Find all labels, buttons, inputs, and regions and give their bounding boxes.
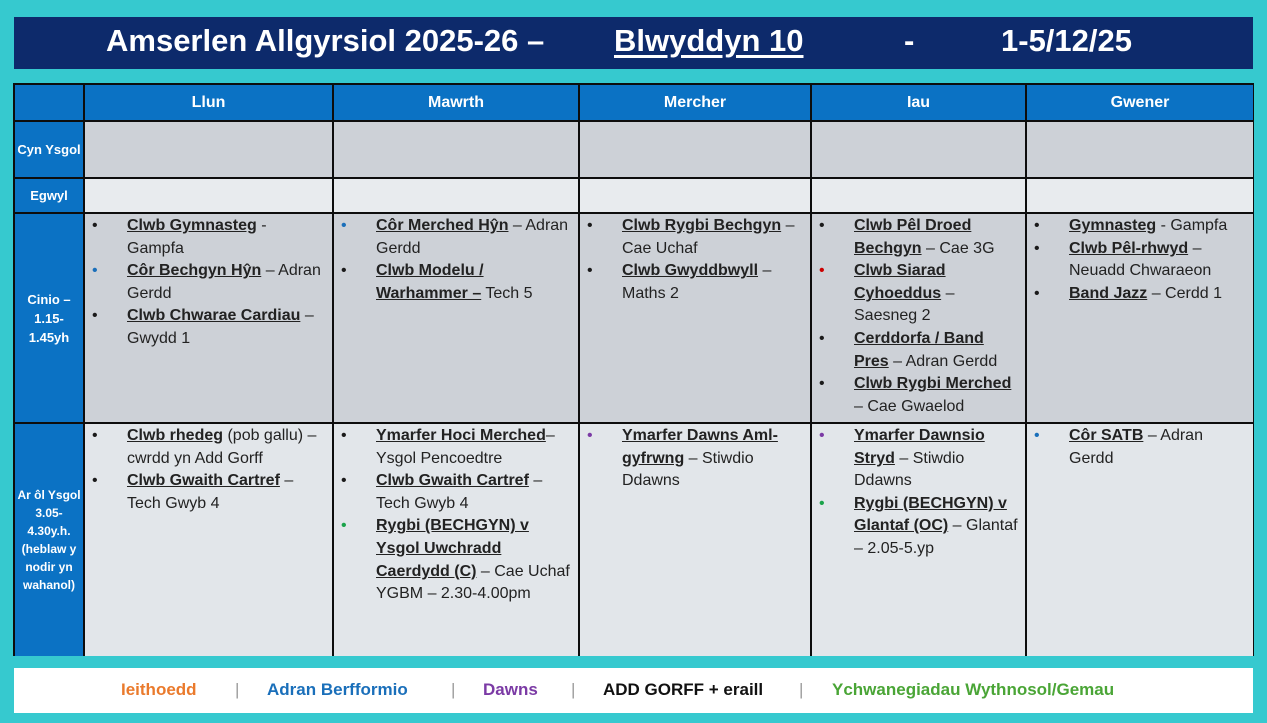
legend-dawns: Dawns xyxy=(483,680,538,699)
cell-cinio-iau xyxy=(812,214,1025,422)
list-item: • Côr Merched Hŷn – Adran Gerdd xyxy=(341,217,569,257)
legend-perfformio: Adran Berfformio xyxy=(267,680,408,699)
cell-cyn-mercher xyxy=(580,122,810,177)
cell-after-mercher xyxy=(580,424,810,656)
day-header-iau: Iau xyxy=(812,85,1025,120)
title-bar xyxy=(14,17,1253,69)
cell-cinio-llun xyxy=(85,214,332,422)
list-item: • Clwb Chwarae Cardiau – Gwydd 1 xyxy=(92,307,314,347)
cell-after-gwener xyxy=(1027,424,1253,656)
row-label-ar-ol-ysgol: Ar ôl Ysgol 3.05-4.30y.h. (heblaw y nodir yn wahanol) xyxy=(15,424,83,656)
cell-cyn-gwener xyxy=(1027,122,1253,177)
legend-ychwanegiadau: Ychwanegiadau Wythnosol/Gemau xyxy=(832,680,1115,699)
list-item: • Rygbi (BECHGYN) v Ysgol Uwchradd Caerdydd (C) – Cae Uchaf YGBM – 2.30-4.00pm xyxy=(341,517,570,603)
legend-addgorff: ADD GORFF + eraill xyxy=(603,680,764,699)
list-item: • Ymarfer Dawns Aml-gyfrwng – Stiwdio Ddawns xyxy=(587,427,778,490)
cell-cinio-mercher xyxy=(580,214,810,422)
row-label-cyn-ysgol: Cyn Ysgol xyxy=(15,122,83,177)
row-label-egwyl: Egwyl xyxy=(15,179,83,212)
legend-separator: | xyxy=(799,680,804,699)
list-item: • Clwb Gwaith Cartref – Tech Gwyb 4 xyxy=(341,472,543,512)
list-item: • Clwb Pêl Droed Bechgyn – Cae 3G xyxy=(819,217,995,257)
cell-after-mawrth xyxy=(334,424,578,656)
list-item: • Clwb Gwyddbwyll – Maths 2 xyxy=(587,262,772,302)
cell-cinio-mawrth xyxy=(334,214,578,422)
legend-ieithoedd: Ieithoedd xyxy=(121,680,197,699)
list-item: • Clwb rhedeg (pob gallu) – cwrdd yn Add Gorff xyxy=(92,427,317,467)
title-dash: - xyxy=(904,23,915,58)
list-item: • Côr Bechgyn Hŷn – Adran Gerdd xyxy=(92,262,321,302)
day-header-llun: Llun xyxy=(85,85,332,120)
list-item: • Gymnasteg - Gampfa xyxy=(1034,217,1228,234)
cell-egwyl-iau xyxy=(812,179,1025,212)
cell-after-llun xyxy=(85,424,332,656)
list-item: • Clwb Siarad Cyhoeddus – Saesneg 2 xyxy=(819,262,955,325)
cell-after-iau xyxy=(812,424,1025,656)
list-item: • Clwb Gymnasteg - Gampfa xyxy=(92,217,267,257)
title-dates: 1-5/12/25 xyxy=(1001,23,1132,58)
cell-egwyl-mawrth xyxy=(334,179,578,212)
corner-cell xyxy=(15,85,83,120)
cell-egwyl-llun xyxy=(85,179,332,212)
cell-cyn-iau xyxy=(812,122,1025,177)
cell-cyn-llun xyxy=(85,122,332,177)
legend-separator: | xyxy=(571,680,576,699)
cell-cyn-mawrth xyxy=(334,122,578,177)
day-header-mercher: Mercher xyxy=(580,85,810,120)
row-label-cinio: Cinio – 1.15-1.45yh xyxy=(15,214,83,422)
list-item: • Rygbi (BECHGYN) v Glantaf (OC) – Glantaf – 2.05-5.yp xyxy=(819,494,1018,557)
cell-cinio-gwener xyxy=(1027,214,1253,422)
list-item: • Clwb Gwaith Cartref – Tech Gwyb 4 xyxy=(92,472,294,512)
list-item: • Clwb Rygbi Merched – Cae Gwaelod xyxy=(819,375,1012,415)
cell-egwyl-gwener xyxy=(1027,179,1253,212)
list-item: • Ymarfer Hoci Merched– Ysgol Pencoedtre xyxy=(341,427,555,467)
list-item: • Clwb Modelu / Warhammer – Tech 5 xyxy=(341,262,533,302)
day-header-gwener: Gwener xyxy=(1027,85,1253,120)
title-main: Amserlen Allgyrsiol 2025-26 – xyxy=(106,23,545,58)
title-year: Blwyddyn 10 xyxy=(614,23,804,58)
list-item: • Clwb Pêl-rhwyd – Neuadd Chwaraeon xyxy=(1034,239,1212,280)
list-item: • Ymarfer Dawnsio Stryd – Stiwdio Ddawns xyxy=(819,427,985,490)
legend-separator: | xyxy=(451,680,456,699)
list-item: • Band Jazz – Cerdd 1 xyxy=(1034,284,1222,302)
list-item: • Clwb Rygbi Bechgyn – Cae Uchaf xyxy=(587,217,795,257)
legend-bar xyxy=(14,668,1253,713)
list-item: • Cerddorfa / Band Pres – Adran Gerdd xyxy=(819,329,998,370)
day-header-mawrth: Mawrth xyxy=(334,85,578,120)
timetable-grid xyxy=(13,83,1254,656)
cell-egwyl-mercher xyxy=(580,179,810,212)
legend-separator: | xyxy=(235,680,240,699)
list-item: • Côr SATB – Adran Gerdd xyxy=(1034,427,1203,467)
